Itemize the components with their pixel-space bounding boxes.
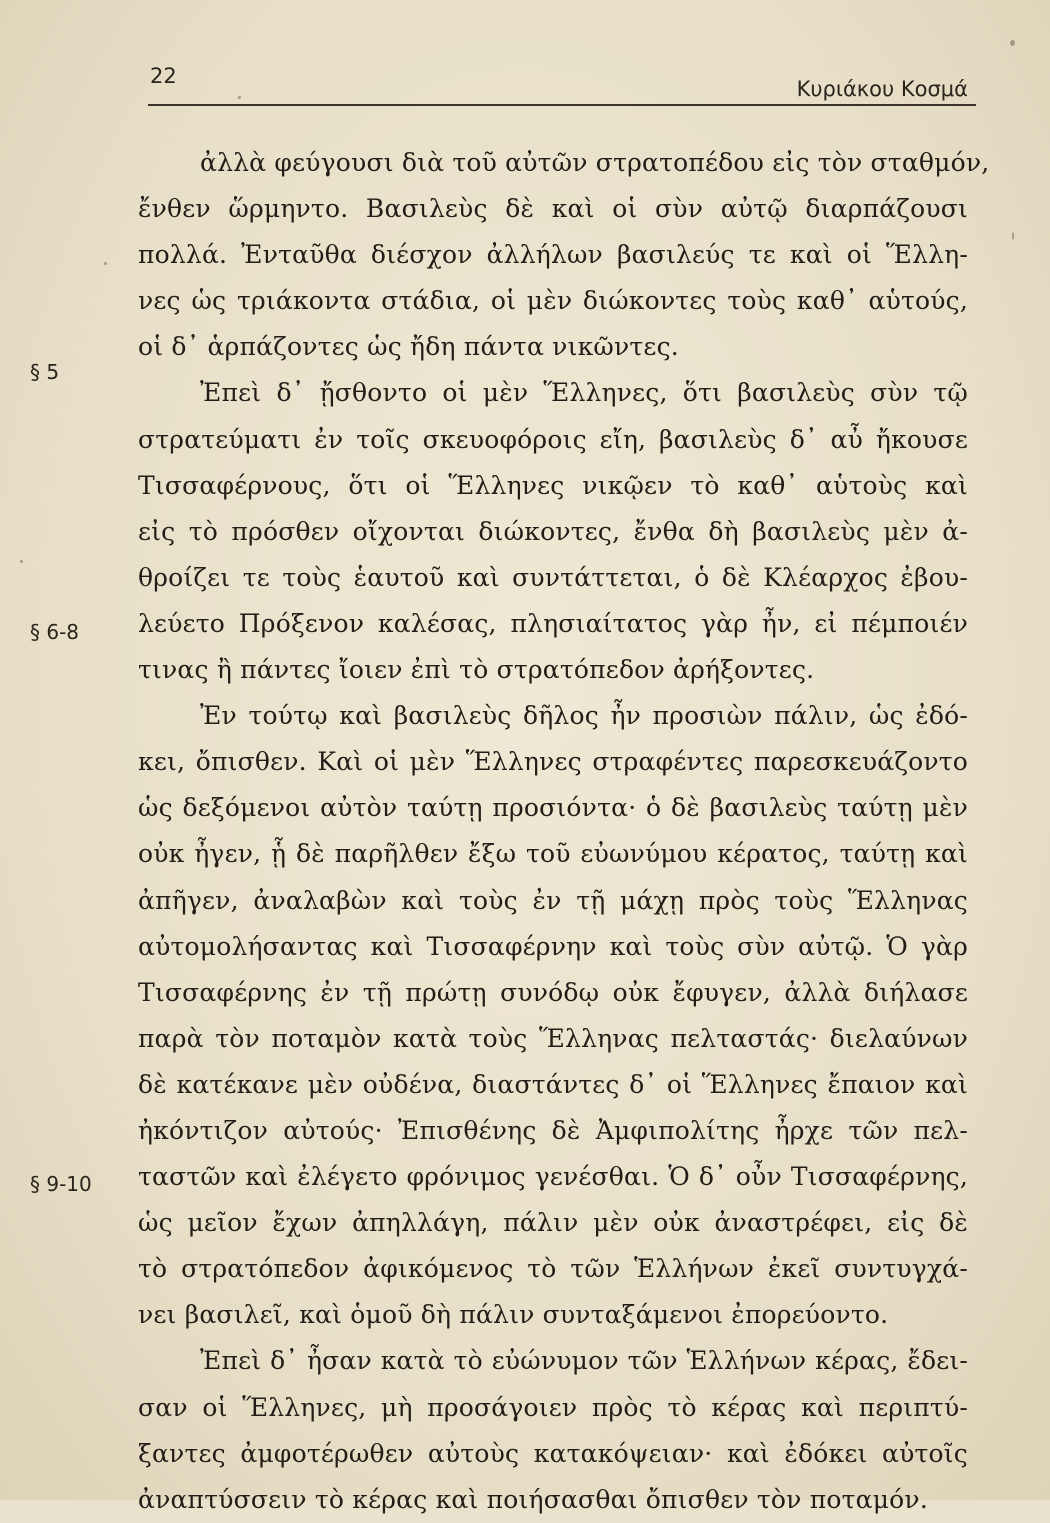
text-line: Ἐπεὶ δ᾽ ᾔσθοντο οἱ μὲν Ἕλληνες, ὅτι βασιλεὺς σὺν τῷ: [200, 378, 968, 408]
text-line: παρὰ τὸν ποταμὸν κατὰ τοὺς Ἕλληνας πελταστάς· διελαύνων: [138, 1023, 968, 1053]
text-line: Ἐπεὶ δ᾽ ἦσαν κατὰ τὸ εὐώνυμον τῶν Ἑλλήνων κέρας, ἔδει-: [200, 1346, 968, 1376]
section-mark-9-10: § 9-10: [30, 1172, 92, 1196]
text-line: εἰς τὸ πρόσθεν οἴχονται διώκοντες, ἔνθα δὴ βασιλεὺς μὲν ἀ-: [138, 516, 968, 546]
paper-speck: [1012, 232, 1014, 240]
text-line: νει βασιλεῖ, καὶ ὁμοῦ δὴ πάλιν συνταξάμενοι ἐπορεύοντο.: [138, 1300, 889, 1330]
text-line: αὐτομολήσαντας καὶ Τισσαφέρνην καὶ τοὺς σὺν αὐτῷ. Ὁ γὰρ: [138, 931, 968, 961]
text-line: θροίζει τε τοὺς ἑαυτοῦ καὶ συντάττεται, ὁ δὲ Κλέαρχος ἐβου-: [138, 562, 968, 592]
text-line: λεύετο Πρόξενον καλέσας, πλησιαίτατος γὰρ ἦν, εἰ πέμποιέν: [138, 608, 968, 638]
text-line: πολλά. Ἐνταῦθα διέσχον ἀλλήλων βασιλεύς τε καὶ οἱ Ἕλλη-: [138, 240, 968, 270]
text-line: ξαντες ἀμφοτέρωθεν αὐτοὺς κατακόψειαν· καὶ ἐδόκει αὐτοῖς: [138, 1438, 968, 1468]
text-line: κει, ὄπισθεν. Καὶ οἱ μὲν Ἕλληνες στραφέντες παρεσκευάζοντο: [138, 747, 968, 777]
text-line: Ἐν τούτῳ καὶ βασιλεὺς δῆλος ἦν προσιὼν πάλιν, ὡς ἐδό-: [200, 701, 968, 731]
section-mark-6-8: § 6-8: [30, 620, 80, 644]
paper-speck: [1010, 40, 1015, 46]
text-line: τὸ στρατόπεδον ἀφικόμενος τὸ τῶν Ἑλλήνων ἐκεῖ συντυγχά-: [138, 1254, 968, 1284]
text-line: ἔνθεν ὥρμηντο. Βασιλεὺς δὲ καὶ οἱ σὺν αὐτῷ διαρπάζουσι: [138, 194, 968, 224]
text-line: νες ὡς τριάκοντα στάδια, οἱ μὲν διώκοντες τοὺς καθ᾽ αὑτούς,: [138, 286, 968, 316]
body-text: [138, 140, 990, 1523]
text-line: ὡς δεξόμενοι αὐτὸν ταύτῃ προσιόντα· ὁ δὲ βασιλεὺς ταύτῃ μὲν: [138, 793, 968, 823]
section-mark-5: § 5: [30, 360, 60, 384]
text-line: Τισσαφέρνους, ὅτι οἱ Ἕλληνες νικῷεν τὸ καθ᾽ αὑτοὺς καὶ: [138, 470, 968, 500]
page-number: 22: [150, 64, 177, 88]
text-line: σαν οἱ Ἕλληνες, μὴ προσάγοιεν πρὸς τὸ κέρας καὶ περιπτύ-: [138, 1392, 968, 1422]
text-line: οἱ δ᾽ ἁρπάζοντες ὡς ἤδη πάντα νικῶντες.: [138, 332, 679, 362]
text-line: οὐκ ἦγεν, ᾗ δὲ παρῆλθεν ἔξω τοῦ εὐωνύμου κέρατος, ταύτῃ καὶ: [138, 839, 968, 869]
text-line: στρατεύματι ἐν τοῖς σκευοφόροις εἴη, βασιλεὺς δ᾽ αὖ ἤκουσε: [138, 424, 968, 454]
text-line: τινας ἢ πάντες ἴοιεν ἐπὶ τὸ στρατόπεδον ἀρήξοντες.: [138, 655, 815, 685]
running-head: Κυριάκου Κοσμά: [796, 77, 968, 101]
text-line: ἠκόντιζον αὐτούς· Ἐπισθένης δὲ Ἀμφιπολίτης ἦρχε τῶν πελ-: [138, 1115, 968, 1145]
text-line: Τισσαφέρνης ἐν τῇ πρώτῃ συνόδῳ οὐκ ἔφυγεν, ἀλλὰ διήλασε: [138, 977, 968, 1007]
text-line: ἀπῆγεν, ἀναλαβὼν καὶ τοὺς ἐν τῇ μάχῃ πρὸς τοὺς Ἕλληνας: [138, 885, 968, 915]
text-line: ἀλλὰ φεύγουσι διὰ τοῦ αὐτῶν στρατοπέδου εἰς τὸν σταθμόν,: [200, 148, 990, 177]
text-line: ὡς μεῖον ἔχων ἀπηλλάγη, πάλιν μὲν οὐκ ἀναστρέφει, εἰς δὲ: [138, 1208, 968, 1238]
paper-speck: [238, 96, 241, 99]
text-line: ταστῶν καὶ ἐλέγετο φρόνιμος γενέσθαι. Ὁ δ᾽ οὖν Τισσαφέρνης,: [138, 1162, 968, 1192]
paper-speck: [104, 262, 107, 265]
header-rule: [148, 104, 976, 106]
text-line: ἀναπτύσσειν τὸ κέρας καὶ ποιήσασθαι ὄπισθεν τὸν ποταμόν.: [138, 1484, 928, 1514]
paper-speck: [20, 560, 23, 563]
text-line: δὲ κατέκανε μὲν οὐδένα, διαστάντες δ᾽ οἱ Ἕλληνες ἔπαιον καὶ: [138, 1069, 968, 1099]
